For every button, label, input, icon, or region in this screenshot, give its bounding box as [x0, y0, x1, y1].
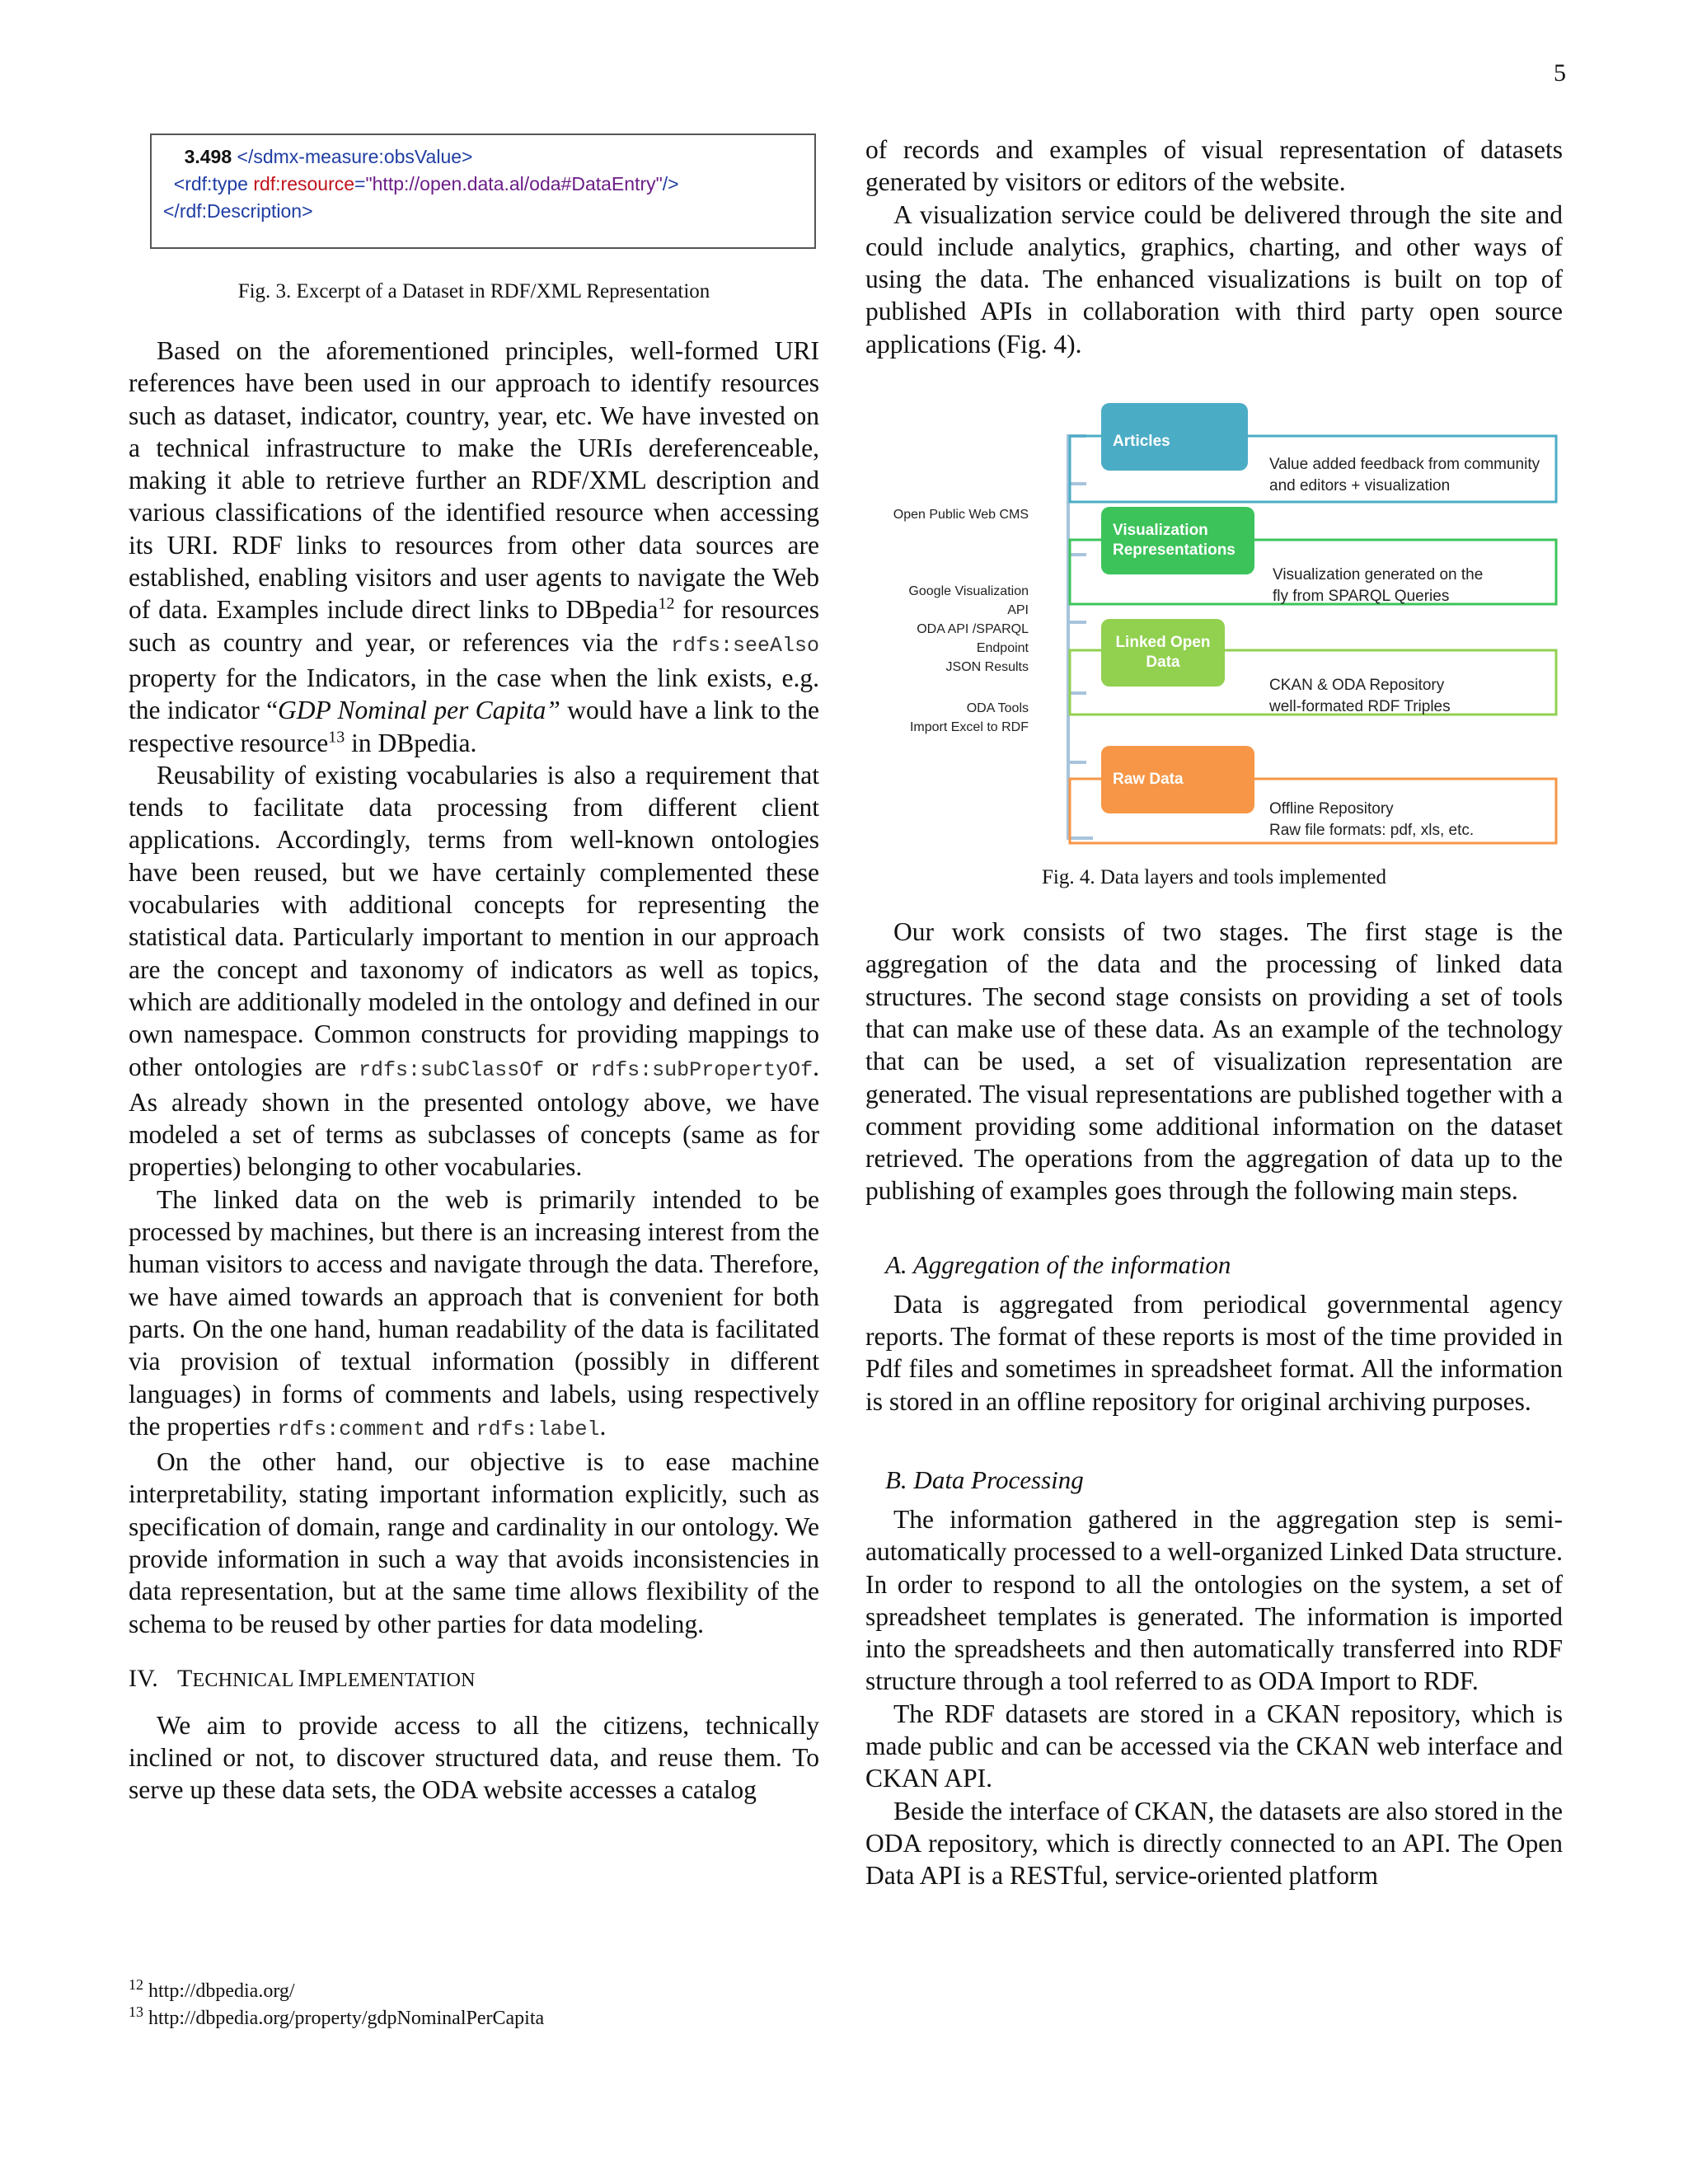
obs-value-tag: </sdmx-measure:obsValue>: [237, 146, 473, 167]
svg-text:Data: Data: [1146, 654, 1180, 672]
svg-text:Visualization generated on the: Visualization generated on the: [1273, 566, 1484, 584]
rdf-resource-attr: rdf:resource: [253, 173, 355, 194]
footnote-12: $^{12}$ http://dbpedia.org/: [129, 1976, 295, 2002]
svg-text:Raw file formats: pdf, xls, et: Raw file formats: pdf, xls, etc.: [1269, 822, 1475, 840]
rdf-resource-value: "http://open.data.al/oda#DataEntry": [365, 173, 663, 194]
subsection-b-heading: B. Data Processing: [885, 1465, 1084, 1494]
code-rdfs-seealso: rdfs:seeAlso: [670, 633, 819, 658]
footnote-ref-12[interactable]: 12: [658, 594, 675, 613]
tool-api: API: [1007, 603, 1029, 618]
layer-articles: [1070, 403, 1556, 502]
fig4-svg: [865, 393, 1563, 855]
code-rdfs-comment: rdfs:comment: [277, 1417, 426, 1441]
code-line-3: [163, 198, 803, 225]
page-number: 5: [1554, 59, 1566, 87]
paragraph-two-stages: Our work consists of two stages. The first stage is the aggregation of the data and the processing of linked data structures. The second stage consists on providing a set of tools that can make use of these data. As an example of the technology that can be used, a set of visualization representation are generated. The visual representations are published together with a comment providing some additional information on the dataset retrieved. The operations from the aggregation of data up to the publishing of examples goes through the following main steps.: [865, 917, 1563, 1206]
tool-endpoint: Endpoint: [976, 641, 1029, 656]
paragraph-aggregation: Data is aggregated from periodical governmental agency reports. The format of these reports is most of the time provided in Pdf files and sometimes in spreadsheet format. All the information is stored in an offline repository for original archiving purposes.: [865, 1289, 1563, 1416]
rdf-code-excerpt: [150, 134, 816, 249]
svg-text:well-formated RDF Triples: well-formated RDF Triples: [1269, 698, 1451, 716]
paragraph-oda-api: Beside the interface of CKAN, the datasets are also stored in the ODA repository, which is directly connected to an API. The Open Data API is a RESTful, service-oriented platform: [865, 1796, 1563, 1891]
paragraph-data-processing: The information gathered in the aggregation step is semi-automatically processed to a well-organized Linked Data structure. In order to respond to all the ontologies on the system, a set of spreadsheet templates is generated. The information is imported into the spreadsheets and then automatically transferred into RDF structure through a tool referred to as ODA Import to RDF.: [865, 1504, 1563, 1696]
paragraph-linked-data: The linked data on the web is primarily intended to be processed by machines, but there is an increasing interest from the human visitors to access and navigate through the data. Therefore, we have aimed towards an approach that is convenient for both parts. On the one hand, human readability of the data is facilitated via provision of textual information (possibly in different languages) in forms of comments and labels, using respectively the properties rdfs:comment and rdfs:label.: [129, 1184, 819, 1441]
tool-labels: [893, 508, 1029, 734]
code-rdfs-subclassof: rdfs:subClassOf: [359, 1057, 545, 1082]
code-rdfs-label: rdfs:label: [476, 1417, 600, 1441]
fig4-caption: Fig. 4. Data layers and tools implemented: [1042, 866, 1386, 889]
fig3-caption: Fig. 3. Excerpt of a Dataset in RDF/XML Representation: [237, 280, 710, 302]
code-rdfs-subpropertyof: rdfs:subPropertyOf: [590, 1057, 814, 1082]
svg-text:Offline Repository: Offline Repository: [1269, 800, 1394, 818]
tag-close: />: [662, 173, 679, 194]
paragraph-uri-references: Based on the aforementioned principles, well-formed URI references have been used in our approach to identify resources such as dataset, indicator, country, year, etc. We have invested on a technical infrastructure to make the URIs dereferenceable, making it able to retrieve further an RDF/XML description and various classifications of the identified resource when accessing its URI. RDF links to resources from other data sources are established, enabling visitors and user agents to navigate the Web of data. Examples include direct links to DBpedia$^{12}$ for resources such as country and year, or references via the rdfs:seeAlso property for the Indicators, in the case when the link exists, e.g. the indicator “GDP Nominal per Capita” would have a link to the respective resource$^{13}$ in DBpedia.: [129, 336, 819, 757]
svg-text:Raw Data: Raw Data: [1113, 771, 1184, 789]
paragraph-reusability: Reusability of existing vocabularies is also a requirement that tends to facilitate data processing from different client applications. Accordingly, terms from well-known ontologies have been reused, but we have certainly complemented these vocabularies with additional concepts for representing the statistical data. Particularly important to mention in our approach are the concept and taxonomy of indicators as well as topics, which are additionally modeled in the ontology and defined in our own namespace. Common constructs for providing mappings to other ontologies are rdfs:subClassOf or rdfs:subPropertyOf. As already shown in the presented ontology above, we have modeled a set of terms as subclasses of concepts (same as for properties) belonging to other vocabularies.: [129, 760, 819, 1182]
footnote-ref-13[interactable]: 13: [328, 728, 345, 747]
footnote-13-link[interactable]: http://dbpedia.org/property/gdpNominalPerCapita: [143, 2008, 545, 2029]
right-column: [865, 134, 1563, 1892]
obs-value: 3.498: [184, 146, 232, 167]
paragraph-technical-intro: We aim to provide access to all the citizens, technically inclined or not, to discover structured data, and reuse them. To serve up these data sets, the ODA website accesses a catalog: [129, 1710, 819, 1805]
layer-visualization: [1070, 507, 1556, 605]
paragraph-visualization-service: A visualization service could be delivered through the site and could include analytics, graphics, charting, and other ways of using the data. The enhanced visualizations is built on top of published APIs in collaboration with third party open source applications (Fig. 4).: [865, 199, 1563, 359]
equals-sign: =: [354, 173, 366, 194]
svg-text:fly from SPARQL Queries: fly from SPARQL Queries: [1273, 588, 1450, 606]
code-line-1: [163, 143, 803, 171]
svg-text:Articles: Articles: [1113, 433, 1170, 451]
footnote-12-link[interactable]: http://dbpedia.org/: [143, 1980, 295, 2002]
paragraph-catalog-continued: of records and examples of visual representation of datasets generated by visitors or editors of the website.: [865, 135, 1563, 197]
svg-text:and editors + visualization: and editors + visualization: [1269, 477, 1451, 495]
tool-web-cms: Open Public Web CMS: [893, 508, 1029, 523]
svg-text:CKAN & ODA Repository: CKAN & ODA Repository: [1269, 677, 1445, 695]
footnotes: [129, 1978, 544, 2032]
paragraph-ckan: The RDF datasets are stored in a CKAN repository, which is made public and can be accessed via the CKAN web interface and CKAN API.: [865, 1699, 1563, 1793]
svg-text:Representations: Representations: [1113, 541, 1236, 560]
tool-import-excel: Import Excel to RDF: [909, 720, 1029, 735]
left-column: [129, 134, 819, 1807]
footnote-13: $^{13}$ http://dbpedia.org/property/gdpNominalPerCapita: [129, 2004, 545, 2029]
layer-linked-open-data: [1070, 619, 1556, 715]
fig4-diagram: [865, 393, 1563, 855]
tool-oda-api: ODA API /SPARQL: [917, 622, 1029, 637]
svg-text:Visualization: Visualization: [1113, 522, 1208, 540]
section-heading-iv: IV. TECHNICAL IMPLEMENTATION: [129, 1664, 476, 1692]
layer-raw-data: [1070, 746, 1556, 843]
svg-text:Linked Open: Linked Open: [1115, 634, 1211, 652]
subsection-a-heading: A. Aggregation of the information: [885, 1249, 1231, 1279]
tool-json: JSON Results: [945, 660, 1029, 675]
tool-google-viz: Google Visualization: [908, 584, 1029, 599]
paragraph-machine-interpretability: On the other hand, our objective is to ease machine interpretability, stating important information explicitly, such as specification of domain, range and cardinality in our ontology. We provide information in such a way that avoids inconsistencies in data representation, but at the same time allows flexibility of the schema to be reused by other parties for data modeling.: [129, 1447, 819, 1638]
svg-text:Value added feedback from comm: Value added feedback from community: [1269, 456, 1540, 474]
tool-oda-tools: ODA Tools: [966, 701, 1029, 716]
rdf-type-tag: <rdf:type: [173, 173, 254, 194]
description-close-tag: </rdf:Description>: [163, 200, 313, 222]
code-line-2: [163, 171, 803, 198]
